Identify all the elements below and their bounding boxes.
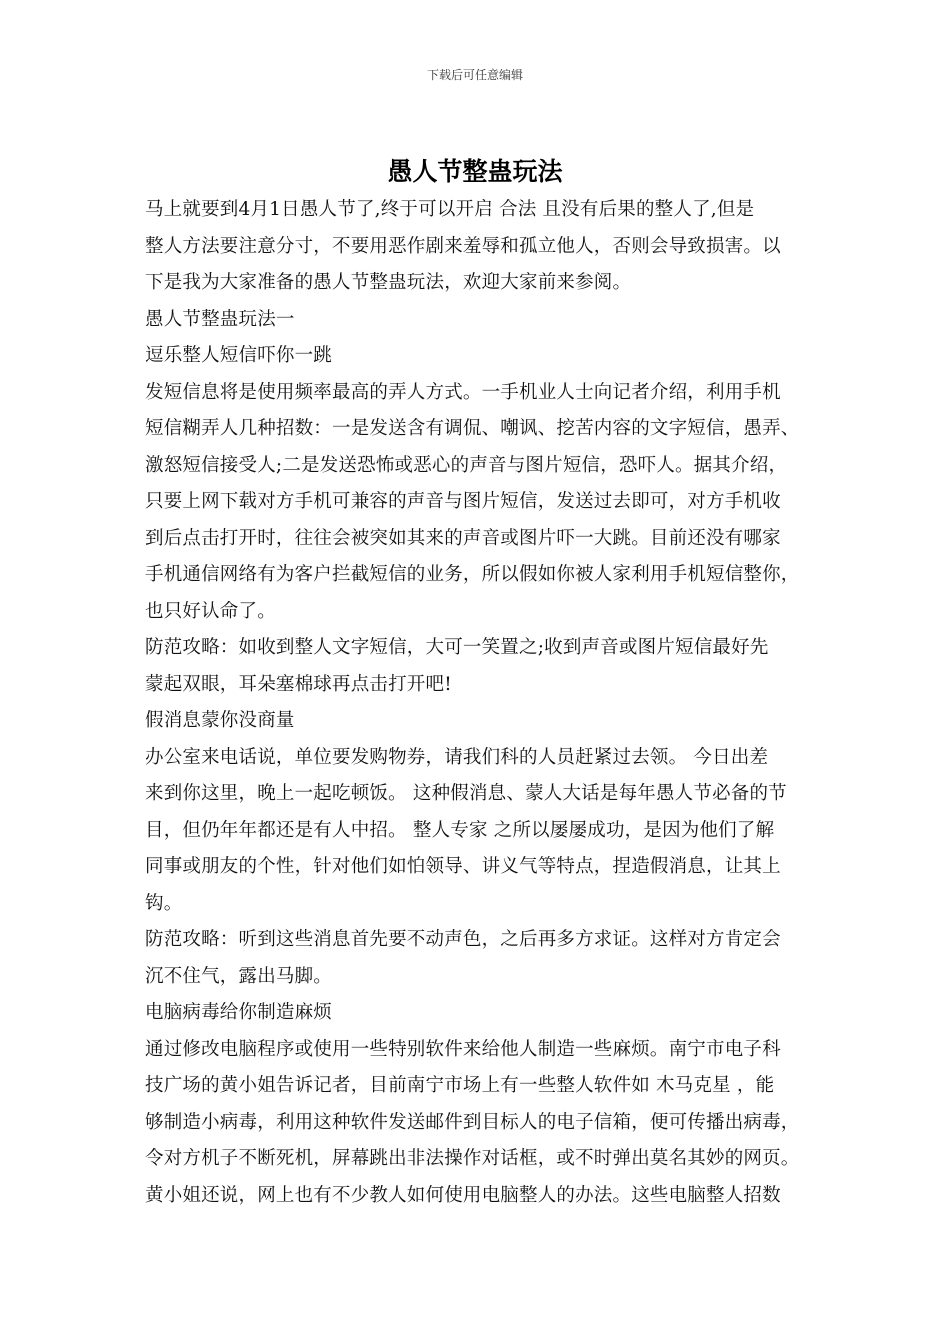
text-line: 通过修改电脑程序或使用一些特别软件来给他人制造一些麻烦。南宁市电子科 bbox=[145, 1038, 781, 1060]
document-title: 愚人节整蛊玩法 bbox=[387, 157, 563, 186]
text-line: 沉不住气，露出马脚。 bbox=[145, 965, 333, 987]
text-line: 只要上网下载对方手机可兼容的声音与图片短信，发送过去即可，对方手机收 bbox=[145, 491, 781, 512]
text-line: 逗乐整人短信吓你一跳 bbox=[145, 345, 333, 366]
text-line: 办公室来电话说，单位要发购物券，请我们科的人员赶紧过去领。 今日出差 bbox=[145, 746, 769, 768]
text-line: 手机通信网络有为客户拦截短信的业务，所以假如你被人家利用手机短信整你， bbox=[145, 564, 800, 585]
document-body bbox=[145, 192, 820, 1214]
text-line: 愚人节整蛊玩法一 bbox=[145, 308, 295, 330]
text-line: 整人方法要注意分寸，不要用恶作剧来羞辱和孤立他人，否则会导致损害。以 bbox=[145, 235, 781, 257]
text-line: 来到你这里，晚上一起吃顿饭。 这种假消息、蒙人大话是每年愚人节必备的节 bbox=[145, 783, 787, 804]
header-note: 下载后可任意编辑 bbox=[426, 68, 523, 82]
text-line: 防范攻略：听到这些消息首先要不动声色，之后再多方求证。这样对方肯定会 bbox=[145, 929, 781, 950]
text-line: 防范攻略：如收到整人文字短信，大可一笑置之;收到声音或图片短信最好先 bbox=[145, 637, 769, 658]
text-line: 到后点击打开时，往往会被突如其来的声音或图片吓一大跳。目前还没有哪家 bbox=[145, 527, 781, 549]
text-line: 电脑病毒给你制造麻烦 bbox=[145, 1002, 333, 1023]
text-line: 目，但仍年年都还是有人中招。 整人专家 之所以屡屡成功，是因为他们了解 bbox=[145, 819, 775, 841]
text-line: 下是我为大家准备的愚人节整蛊玩法，欢迎大家前来参阅。 bbox=[145, 272, 632, 293]
text-line: 够制造小病毒，利用这种软件发送邮件到目标人的电子信箱，便可传播出病毒， bbox=[145, 1111, 800, 1133]
text-line: 令对方机子不断死机，屏幕跳出非法操作对话框，或不时弹出莫名其妙的网页。 bbox=[145, 1148, 800, 1169]
text-line: 短信糊弄人几种招数：一是发送含有调侃、嘲讽、挖苦内容的文字短信，愚弄、 bbox=[145, 418, 800, 439]
text-line: 发短信息将是使用频率最高的弄人方式。一手机业人士向记者介绍，利用手机 bbox=[145, 381, 781, 403]
text-line: 蒙起双眼，耳朵塞棉球再点击打开吧! bbox=[145, 673, 452, 695]
text-line: 假消息蒙你没商量 bbox=[145, 710, 295, 731]
text-line: 黄小姐还说，网上也有不少教人如何使用电脑整人的办法。这些电脑整人招数 bbox=[145, 1184, 781, 1206]
text-line: 马上就要到4月1日愚人节了,终于可以开启 合法 且没有后果的整人了,但是 bbox=[145, 199, 755, 220]
text-line: 同事或朋友的个性，针对他们如怕领导、讲义气等特点，捏造假消息，让其上 bbox=[145, 856, 781, 877]
text-line: 激怒短信接受人;二是发送恐怖或恶心的声音与图片短信，恐吓人。据其介绍， bbox=[145, 454, 788, 476]
text-line: 也只好认命了。 bbox=[145, 600, 276, 622]
text-line: 钩。 bbox=[145, 892, 183, 914]
text-line: 技广场的黄小姐告诉记者，目前南宁市场上有一些整人软件如 木马克星 ，能 bbox=[145, 1075, 775, 1096]
